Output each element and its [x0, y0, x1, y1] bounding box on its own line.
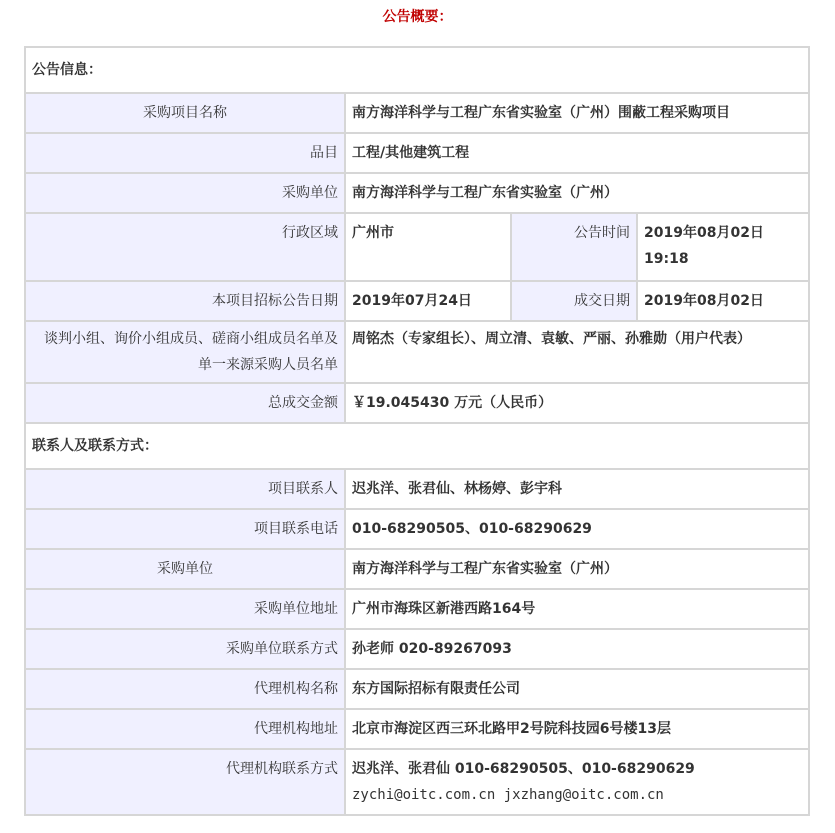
table-row: [25, 629, 809, 669]
purchaser-value: 南方海洋科学与工程广东省实验室（广州）: [345, 173, 809, 213]
agency-address-value: 北京市海淀区西三环北路甲2号院科技园6号楼13层: [345, 709, 809, 749]
project-name-label: 采购项目名称: [25, 93, 345, 133]
table-row: [25, 589, 809, 629]
purchaser-label: 采购单位: [25, 173, 345, 213]
region-value: 广州市: [345, 213, 511, 281]
section-row-contact: [25, 423, 809, 469]
project-name-value: 南方海洋科学与工程广东省实验室（广州）围蔽工程采购项目: [345, 93, 809, 133]
purchaser-address-value: 广州市海珠区新港西路164号: [345, 589, 809, 629]
project-contact-label: 项目联系人: [25, 469, 345, 509]
deal-date-label: 成交日期: [511, 281, 637, 321]
table-row: [25, 549, 809, 589]
agency-contact-line1: 迟兆洋、张君仙 010-68290505、010-68290629: [352, 761, 695, 777]
category-label: 品目: [25, 133, 345, 173]
table-row: [25, 321, 809, 383]
table-row: [25, 281, 809, 321]
agency-name-label: 代理机构名称: [25, 669, 345, 709]
purchaser-address-label: 采购单位地址: [25, 589, 345, 629]
table-row: [25, 509, 809, 549]
section-contact-title: 联系人及联系方式：: [25, 423, 809, 469]
table-row: [25, 749, 809, 815]
amount-label: 总成交金额: [25, 383, 345, 423]
table-row: [25, 383, 809, 423]
notice-time-value: 2019年08月02日 19:18: [637, 213, 809, 281]
tender-date-label: 本项目招标公告日期: [25, 281, 345, 321]
members-value: 周铭杰（专家组长）、周立清、袁敏、严丽、孙雅勋（用户代表）: [345, 321, 809, 383]
contact-purchaser-value: 南方海洋科学与工程广东省实验室（广州）: [345, 549, 809, 589]
contact-purchaser-label: 采购单位: [25, 549, 345, 589]
notice-summary-table: [24, 46, 810, 816]
notice-time-label: 公告时间: [511, 213, 637, 281]
agency-contact-value: [345, 749, 809, 815]
project-phone-value: 010-68290505、010-68290629: [345, 509, 809, 549]
page-title: 公告概要：: [382, 9, 453, 25]
agency-name-value: 东方国际招标有限责任公司: [345, 669, 809, 709]
section-notice-title: 公告信息：: [25, 47, 809, 93]
agency-contact-label: 代理机构联系方式: [25, 749, 345, 815]
table-row: [25, 469, 809, 509]
section-row-notice: [25, 47, 809, 93]
amount-value: ￥19.045430 万元（人民币）: [345, 383, 809, 423]
members-label: 谈判小组、询价小组成员、磋商小组成员名单及单一来源采购人员名单: [25, 321, 345, 383]
table-row: [25, 173, 809, 213]
deal-date-value: 2019年08月02日: [637, 281, 809, 321]
tender-date-value: 2019年07月24日: [345, 281, 511, 321]
agency-contact-emails: zychi@oitc.com.cn jxzhang@oitc.com.cn: [352, 787, 664, 803]
project-contact-value: 迟兆洋、张君仙、林杨婷、彭宇科: [345, 469, 809, 509]
purchaser-contact-label: 采购单位联系方式: [25, 629, 345, 669]
category-value: 工程/其他建筑工程: [345, 133, 809, 173]
project-phone-label: 项目联系电话: [25, 509, 345, 549]
table-row: [25, 133, 809, 173]
agency-address-label: 代理机构地址: [25, 709, 345, 749]
purchaser-contact-value: 孙老师 020-89267093: [345, 629, 809, 669]
region-label: 行政区域: [25, 213, 345, 281]
table-row: [25, 93, 809, 133]
table-row: [25, 709, 809, 749]
table-row: [25, 669, 809, 709]
table-row: [25, 213, 809, 281]
